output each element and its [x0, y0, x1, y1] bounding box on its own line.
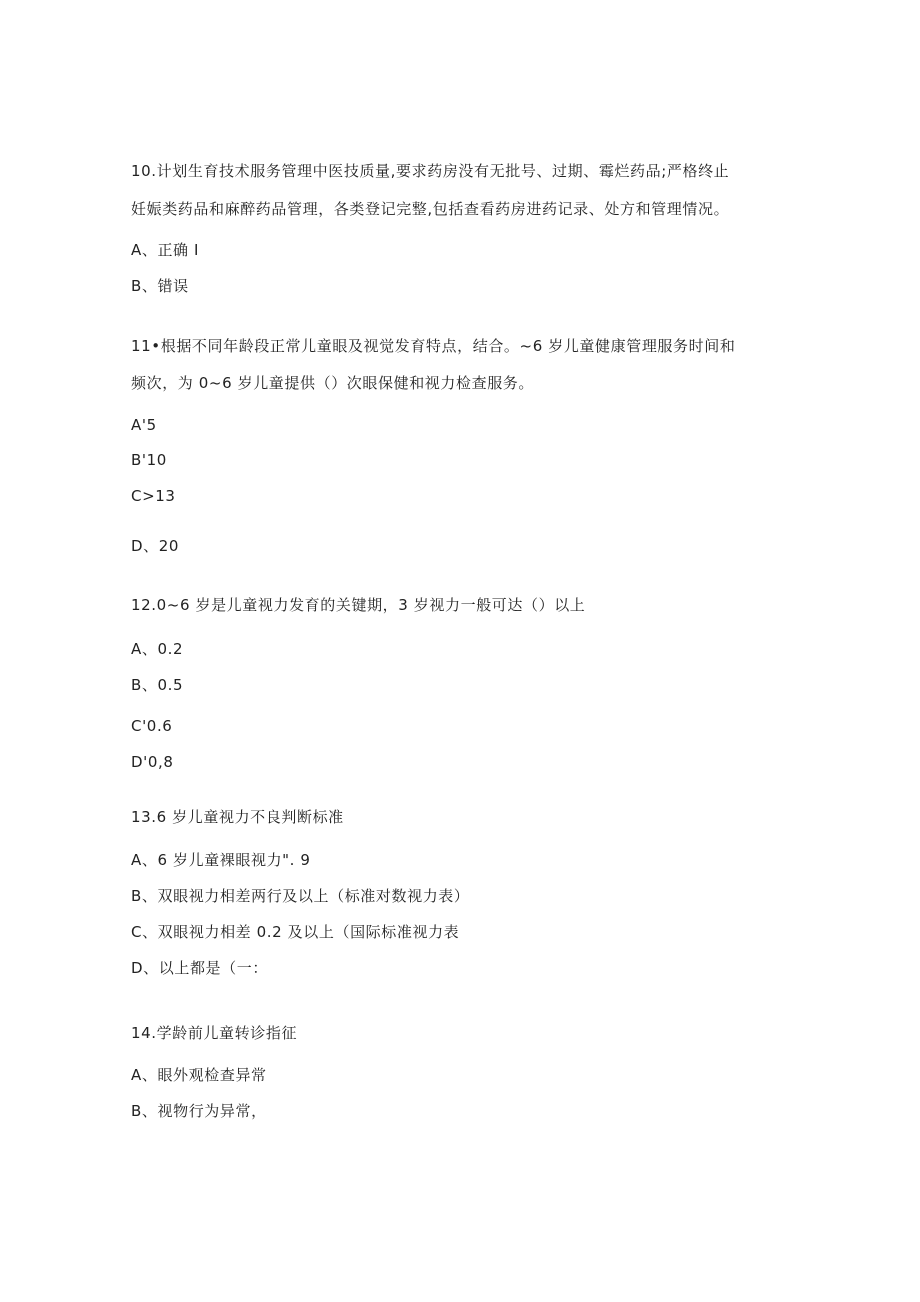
- question-10-stem-line-2: 妊娠类药品和麻醉药品管理，各类登记完整,包括查看药房进药记录、处方和管理情况。: [131, 200, 730, 218]
- question-10-option-a: A、正确 I: [131, 241, 200, 259]
- question-13-stem: 13.6 岁儿童视力不良判断标准: [131, 808, 344, 826]
- question-12-option-b: B、0.5: [131, 676, 184, 694]
- question-10-option-b: B、错误: [131, 277, 189, 295]
- question-11-option-c: C>13: [131, 487, 176, 505]
- question-11-option-a: A'5: [131, 416, 157, 434]
- question-11-option-d: D、20: [131, 537, 180, 555]
- question-11-option-b: B'10: [131, 451, 167, 469]
- question-14-stem: 14.学龄前儿童转诊指征: [131, 1024, 298, 1042]
- question-13-option-a: A、6 岁儿童裸眼视力". 9: [131, 851, 311, 869]
- question-12-stem: 12.0~6 岁是儿童视力发育的关键期，3 岁视力一般可达（）以上: [131, 596, 586, 614]
- question-10-stem-line-1: 10.计划生育技术服务管理中医技质量,要求药房没有无批号、过期、霉烂药品;严格终止: [131, 162, 730, 180]
- question-13-option-d: D、以上都是（一：: [131, 959, 268, 977]
- question-13-option-b: B、双眼视力相差两行及以上（标准对数视力表）: [131, 887, 470, 905]
- question-13-option-c: C、双眼视力相差 0.2 及以上（国际标准视力表: [131, 923, 460, 941]
- question-11-stem-line-1: 11•根据不同年龄段正常儿童眼及视觉发育特点，结合。~6 岁儿童健康管理服务时间和: [131, 337, 736, 355]
- question-14-option-b: B、视物行为异常，: [131, 1102, 267, 1120]
- question-12-option-c: C'0.6: [131, 717, 173, 735]
- question-12-option-d: D'0,8: [131, 753, 174, 771]
- question-11-stem-line-2: 频次，为 0~6 岁儿童提供（）次眼保健和视力检查服务。: [131, 374, 534, 392]
- question-12-option-a: A、0.2: [131, 640, 184, 658]
- question-14-option-a: A、眼外观检查异常: [131, 1066, 267, 1084]
